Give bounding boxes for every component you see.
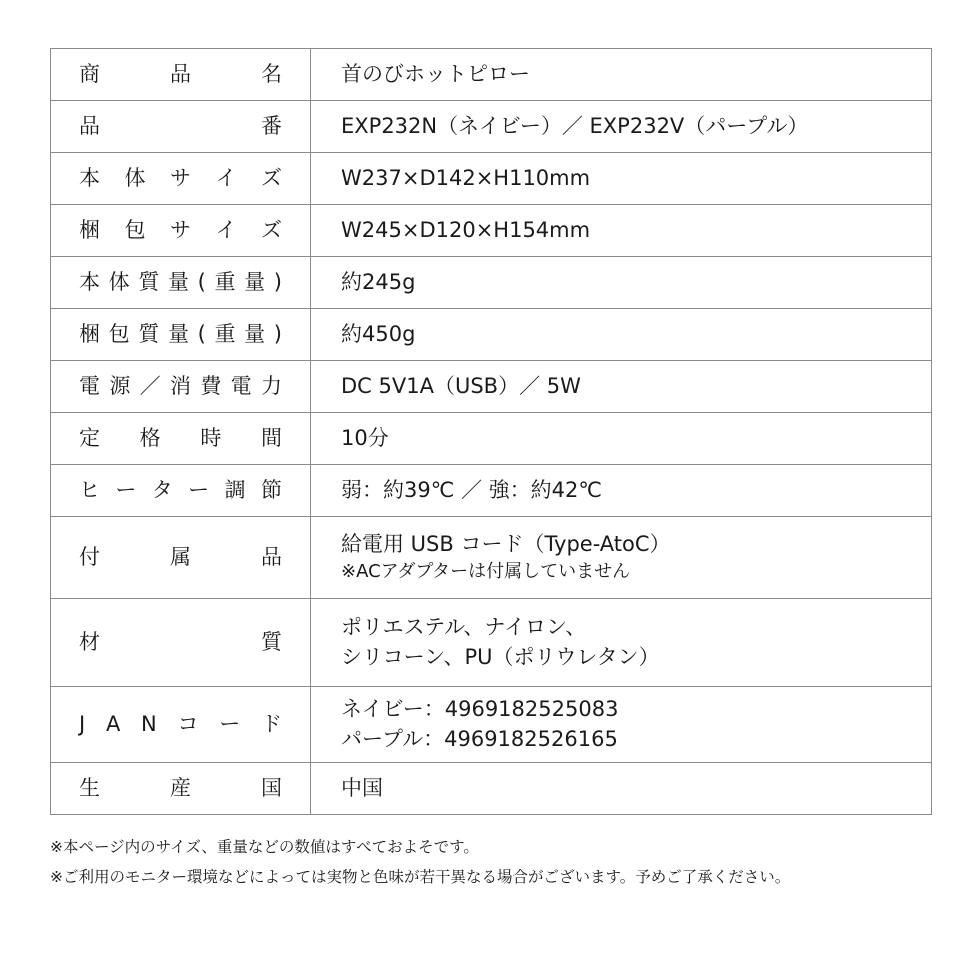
spec-label-cell — [51, 361, 311, 413]
spec-label-char: 質 — [138, 322, 160, 346]
spec-label-cell — [51, 687, 311, 763]
spec-value-line: EXP232N（ネイビー）／ EXP232V（パープル） — [341, 113, 809, 138]
spec-label-char: ド — [260, 712, 282, 736]
spec-value-cell — [311, 101, 932, 153]
spec-value-cell — [311, 413, 932, 465]
spec-label-char: 名 — [261, 62, 282, 86]
spec-label-char: 量 — [244, 322, 266, 346]
spec-label-cell — [51, 599, 311, 687]
spec-label-char: イ — [215, 218, 237, 242]
spec-label-char: 産 — [170, 776, 191, 800]
spec-label-char: 時 — [200, 426, 222, 450]
spec-label-char: コ — [177, 712, 199, 736]
spec-row — [51, 517, 932, 599]
spec-label-cell — [51, 101, 311, 153]
spec-label-char: 番 — [261, 114, 282, 138]
footnote-color-variance: ※ご利用のモニター環境などによっては実物と色味が若干異なる場合がございます。予めご了承ください。 — [50, 868, 791, 886]
spec-label-char: ー — [188, 478, 210, 502]
spec-label-char: 包 — [108, 322, 130, 346]
spec-value-cell — [311, 205, 932, 257]
spec-table-body — [51, 49, 932, 815]
spec-label-char: 消 — [169, 374, 191, 398]
spec-label-cell — [51, 517, 311, 599]
spec-label-char: ヒ — [79, 478, 100, 502]
spec-label-char: 品 — [170, 62, 191, 86]
spec-table — [50, 48, 932, 815]
spec-label-char: 電 — [230, 374, 252, 398]
spec-label — [79, 64, 282, 85]
spec-label-char: 力 — [260, 374, 282, 398]
spec-value-line: シリコーン、PU（ポリウレタン） — [341, 644, 660, 669]
spec-label-char: 包 — [124, 218, 146, 242]
spec-row — [51, 599, 932, 687]
spec-label-cell — [51, 257, 311, 309]
spec-value-line: 10分 — [341, 425, 389, 450]
spec-label-char: N — [141, 712, 157, 736]
spec-label-char: サ — [170, 218, 191, 242]
spec-label-char: タ — [151, 478, 173, 502]
spec-label-char: A — [105, 712, 121, 736]
spec-label-char: 格 — [139, 426, 161, 450]
spec-label-char: 体 — [124, 166, 146, 190]
spec-label-char: ／ — [139, 374, 161, 398]
spec-label-cell — [51, 413, 311, 465]
spec-label-char: 梱 — [79, 218, 100, 242]
spec-row — [51, 361, 932, 413]
spec-value-line: DC 5V1A（USB）／ 5W — [341, 373, 581, 398]
spec-label-char: 節 — [260, 478, 282, 502]
spec-label-char: ) — [273, 270, 282, 294]
spec-label-char: 品 — [79, 114, 100, 138]
spec-value-line: ネイビー：4969182525083 — [341, 697, 619, 722]
spec-label-char: ( — [197, 270, 206, 294]
spec-label-char: J — [79, 712, 86, 736]
spec-label-cell — [51, 763, 311, 815]
spec-label-char: 調 — [224, 478, 246, 502]
spec-value-cell — [311, 687, 932, 763]
spec-value-line: ポリエステル、ナイロン、 — [341, 615, 587, 640]
spec-label-char: 重 — [214, 270, 236, 294]
spec-value-cell — [311, 599, 932, 687]
spec-label-char: 国 — [261, 776, 282, 800]
spec-label-char: ) — [273, 322, 282, 346]
spec-label — [79, 272, 282, 293]
spec-label-char: 間 — [260, 426, 282, 450]
spec-row — [51, 205, 932, 257]
spec-label-char: ズ — [261, 166, 282, 190]
spec-row — [51, 763, 932, 815]
spec-label-char: ー — [219, 712, 241, 736]
spec-label-cell — [51, 205, 311, 257]
spec-label-char: 商 — [79, 62, 100, 86]
spec-value-line: W245×D120×H154mm — [341, 217, 591, 242]
spec-value-line: 首のびホットピロー — [341, 61, 530, 86]
spec-label-char: 量 — [167, 270, 189, 294]
spec-value-cell — [311, 49, 932, 101]
spec-label-char: 電 — [79, 374, 100, 398]
spec-value-line: パープル：4969182526165 — [341, 726, 618, 751]
spec-label — [79, 376, 282, 397]
spec-label-char: 生 — [79, 776, 100, 800]
spec-label-cell — [51, 153, 311, 205]
spec-label-char: 量 — [167, 322, 189, 346]
spec-label-char: 重 — [214, 322, 236, 346]
spec-row — [51, 257, 932, 309]
spec-label — [79, 547, 282, 568]
spec-row — [51, 309, 932, 361]
spec-label-char: ( — [197, 322, 206, 346]
spec-label-char: 属 — [170, 545, 191, 569]
spec-label-char: 費 — [200, 374, 222, 398]
spec-row — [51, 413, 932, 465]
spec-label-cell — [51, 465, 311, 517]
spec-value-line: ※ACアダプターは付属していません — [341, 561, 631, 583]
spec-row — [51, 101, 932, 153]
spec-value-cell — [311, 763, 932, 815]
spec-label-char: 定 — [79, 426, 100, 450]
spec-row — [51, 465, 932, 517]
spec-label-char: 本 — [79, 166, 100, 190]
spec-label-char: 体 — [108, 270, 130, 294]
spec-label-char: サ — [170, 166, 191, 190]
spec-label — [79, 714, 282, 735]
spec-label — [79, 778, 282, 799]
spec-label — [79, 116, 282, 137]
spec-label — [79, 168, 282, 189]
spec-label-char: イ — [215, 166, 237, 190]
spec-value-cell — [311, 153, 932, 205]
spec-value-cell — [311, 361, 932, 413]
spec-label-char: 本 — [79, 270, 100, 294]
spec-value-cell — [311, 309, 932, 361]
spec-row — [51, 687, 932, 763]
spec-value-cell — [311, 465, 932, 517]
spec-label-char: 源 — [109, 374, 131, 398]
spec-value-line: 中国 — [341, 775, 383, 800]
spec-label-char: 質 — [261, 630, 282, 654]
spec-value-line: W237×D142×H110mm — [341, 165, 591, 190]
spec-label-char: 梱 — [79, 322, 100, 346]
spec-label-cell — [51, 49, 311, 101]
spec-label-char: 付 — [79, 545, 100, 569]
spec-value-cell — [311, 257, 932, 309]
footnotes — [50, 832, 950, 892]
spec-label — [79, 632, 282, 653]
spec-label-char: ー — [115, 478, 137, 502]
spec-label-char: 材 — [79, 630, 100, 654]
spec-value-line: 約450g — [341, 321, 416, 346]
spec-value-cell — [311, 517, 932, 599]
spec-value-line: 給電用 USB コード（Type-AtoC） — [341, 531, 671, 556]
spec-row — [51, 49, 932, 101]
spec-row — [51, 153, 932, 205]
spec-value-line: 弱：約39℃ ／ 強：約42℃ — [341, 477, 602, 502]
spec-label — [79, 220, 282, 241]
spec-label-cell — [51, 309, 311, 361]
spec-label-char: ズ — [261, 218, 282, 242]
spec-label — [79, 324, 282, 345]
spec-label — [79, 480, 282, 501]
spec-value-line: 約245g — [341, 269, 416, 294]
spec-label-char: 質 — [138, 270, 160, 294]
spec-label-char: 量 — [244, 270, 266, 294]
spec-label — [79, 428, 282, 449]
footnote-approximate-values: ※本ページ内のサイズ、重量などの数値はすべておよそです。 — [50, 838, 479, 856]
spec-label-char: 品 — [261, 545, 282, 569]
